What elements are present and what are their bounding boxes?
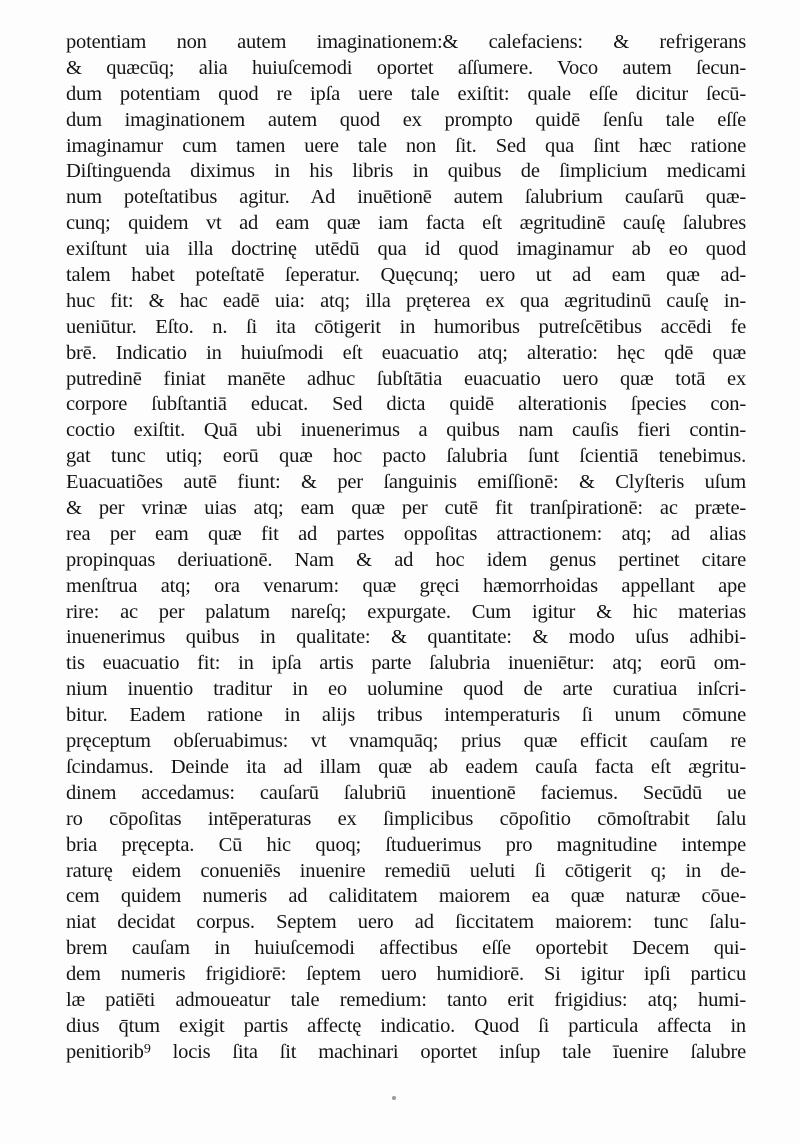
text-line: nium inuentio traditur in eo uolumine quod de arte curatiua inſcri- — [66, 678, 746, 701]
text-line: Diſtinguenda diximus in his libris in quibus de ſimplicium medicami — [66, 160, 746, 183]
text-line: inuenerimus quibus in qualitate: & quantitate: & modo uſus adhibi- — [66, 626, 746, 649]
text-line: brē. Indicatio in huiuſmodi eſt euacuatio atq; alteratio: hęc qdē quæ — [66, 341, 746, 364]
text-line: niat decidat corpus. Septem uero ad ſiccitatem maiorem: tunc ſalu- — [66, 911, 746, 934]
text-line: penitiorib⁹ locis ſita ſit machinari oportet inſup tale īuenire ſalubre — [66, 1040, 746, 1063]
text-line: pręceptum obſeruabimus: vt vnamquāq; prius quæ efficit cauſam re — [66, 730, 746, 753]
text-line: dum potentiam quod re ipſa uere tale exiſtit: quale eſſe dicitur ſecū- — [66, 82, 746, 105]
text-line: Euacuatiões autē fiunt: & per ſanguinis emiſſionē: & Clyſteris uſum — [66, 471, 746, 494]
text-line: talem habet poteſtatē ſeperatur. Quęcunq; uero ut ad eam quæ ad- — [66, 264, 746, 287]
text-line: dinem accedamus: cauſarū ſalubriū inuentionē faciemus. Secūdū ue — [66, 781, 746, 804]
text-line: menſtrua atq; ora venarum: quæ gręci hæmorrhoidas appellant ape — [66, 574, 746, 597]
latin-text-block — [66, 30, 746, 1066]
text-line: imaginamur cum tamen uere tale non ſit. Sed qua ſint hæc ratione — [66, 134, 746, 157]
text-line: cem quidem numeris ad caliditatem maiorem ea quæ naturæ cōue- — [66, 885, 746, 908]
text-line: tis euacuatio fit: in ipſa artis parte ſalubria inueniētur: atq; eorū om- — [66, 652, 746, 675]
text-line: bitur. Eadem ratione in alijs tribus intemperaturis ſi unum cōmune — [66, 704, 746, 727]
text-line: dum imaginationem autem quod ex prompto quidē ſenſu tale eſſe — [66, 108, 746, 131]
text-line: læ patiēti admoueatur tale remedium: tanto erit frigidius: atq; humi- — [66, 988, 746, 1011]
text-line: gat tunc utiq; eorū quæ hoc pacto ſalubria ſunt ſcientiā tenebimus. — [66, 445, 746, 468]
text-line: rire: ac per palatum nareſq; expurgate. Cum igitur & hic materias — [66, 600, 746, 623]
text-line: bria pręcepta. Cū hic quoq; ſtuduerimus pro magnitudine intempe — [66, 833, 746, 856]
text-line: corpore ſubſtantiā educat. Sed dicta quidē alterationis ſpecies con- — [66, 393, 746, 416]
text-line: ueniūtur. Eſto. n. ſi ita cōtigerit in humoribus putreſcētibus accēdi fe — [66, 315, 746, 338]
text-line: raturę eidem conueniēs inuenire remediū ueluti ſi cōtigerit q; in de- — [66, 859, 746, 882]
text-line: propinquas deriuationē. Nam & ad hoc idem genus pertinet citare — [66, 548, 746, 571]
text-line: putredinē finiat manēte adhuc ſubſtātia euacuatio uero quæ totā ex — [66, 367, 746, 390]
text-line: & quæcūq; alia huiuſcemodi oportet aſſumere. Voco autem ſecun- — [66, 56, 746, 79]
text-line: ſcindamus. Deinde ita ad illam quæ ab eadem cauſa facta eſt ægritu- — [66, 755, 746, 778]
text-line: dius q̄tum exigit partis affectę indicatio. Quod ſi particula affecta in — [66, 1014, 746, 1037]
text-line: ro cōpoſitas intēperaturas ex ſimplicibus cōpoſitio cōmoſtrabit ſalu — [66, 807, 746, 830]
text-line: brem cauſam in huiuſcemodi affectibus eſſe oportebit Decem qui- — [66, 937, 746, 960]
text-line: huc fit: & hac eadē uia: atq; illa pręterea ex qua ægritudinū cauſę in- — [66, 289, 746, 312]
text-line: dem numeris frigidiorē: ſeptem uero humidiorē. Si igitur ipſi particu — [66, 963, 746, 986]
text-line: num poteſtatibus agitur. Ad inuētionē autem ſalubrium cauſarū quæ- — [66, 186, 746, 209]
text-line: potentiam non autem imaginationem:& calefaciens: & refrigerans — [66, 31, 746, 53]
paper-speck — [392, 1096, 396, 1100]
text-line: rea per eam quæ fit ad partes oppoſitas attractionem: atq; ad alias — [66, 522, 746, 545]
text-line: exiſtunt uia illa doctrinę utēdū qua id quod imaginamur ab eo quod — [66, 238, 746, 261]
text-line: coctio exiſtit. Quā ubi inuenerimus a quibus nam cauſis fieri contin- — [66, 419, 746, 442]
text-line: & per vrinæ uias atq; eam quæ per cutē fit tranſpirationē: ac præte- — [66, 497, 746, 520]
text-line: cunq; quidem vt ad eam quæ iam facta eſt ægritudinē cauſę ſalubres — [66, 212, 746, 235]
